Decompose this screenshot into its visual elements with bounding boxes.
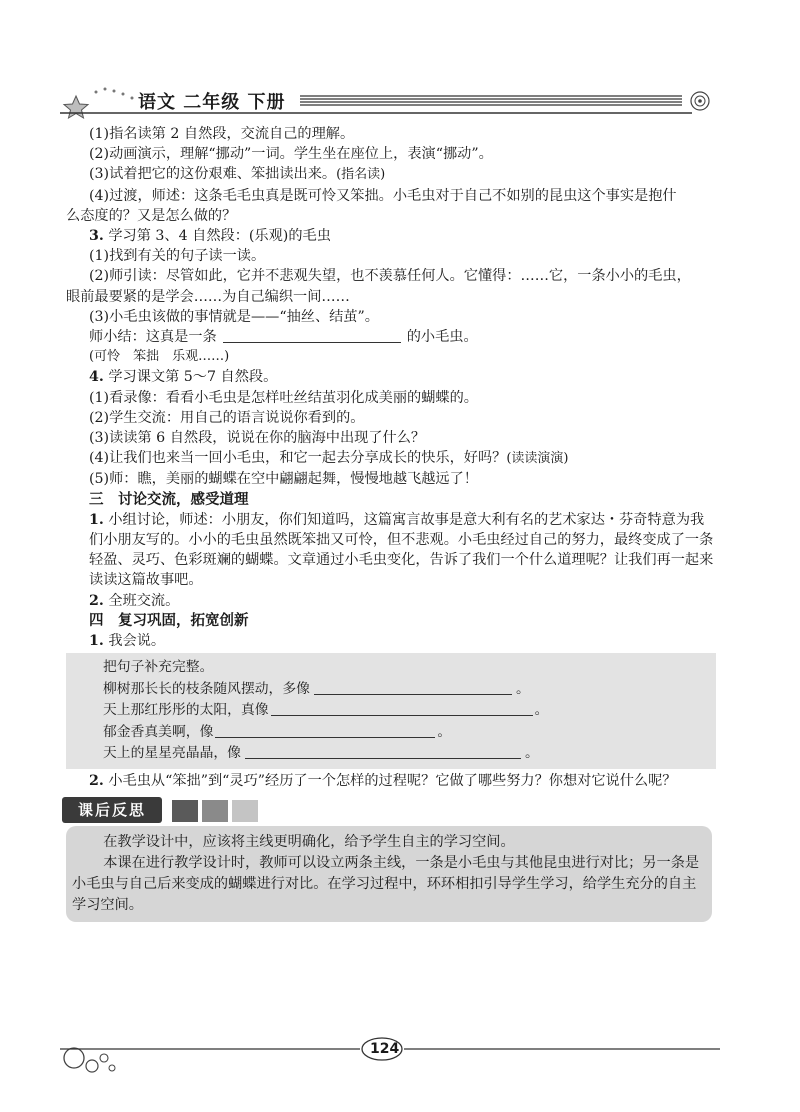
- text-line: 眼前最要紧的是学会……为自己编织一间……: [66, 288, 350, 305]
- header-title: 语文 二年级 下册: [138, 92, 286, 113]
- fill-blank[interactable]: [223, 328, 401, 343]
- text-line: [66, 591, 716, 611]
- text-line: (3)读读第 6 自然段，说说在你的脑海中出现了什么？: [89, 430, 426, 447]
- exercise-text: 天上那红彤彤的太阳，真像: [103, 702, 269, 719]
- period: 。: [534, 702, 549, 719]
- text-span: (4)让我们也来当一回小毛虫，和它一起去分享成长的快乐，好吗？: [89, 450, 507, 467]
- dot-icon: [113, 90, 116, 93]
- bubble-icon: [109, 1065, 115, 1071]
- fill-blank[interactable]: [271, 701, 533, 716]
- exercise-line: [103, 700, 706, 722]
- item-text: 我会说。: [108, 633, 166, 650]
- exercise-line: [103, 679, 706, 701]
- item-number: 1.: [89, 511, 104, 528]
- text-line: (4)过渡，师述：这条毛毛虫真是既可怜又笨拙。小毛虫对于自己不如别的昆虫这个事实是抱什: [89, 187, 677, 204]
- text-line: (2)师引读：尽管如此，它并不悲观失望，也不羡慕任何人。它懂得：……它，一条小小的毛虫，: [89, 268, 691, 285]
- text-line: [66, 771, 716, 791]
- period: 。: [524, 745, 539, 762]
- reflection-label: 课后反思: [62, 797, 162, 823]
- item-number: 3.: [89, 228, 104, 245]
- page-footer: [60, 1036, 720, 1076]
- text-line: 么态度的？又是怎么做的？: [66, 207, 237, 224]
- text-line: (3)小毛虫该做的事情就是——“抽丝、结茧”。: [89, 308, 379, 325]
- paragraph-text: 小组讨论，师述：小朋友，你们知道吗，这篇寓言故事是意大利有名的艺术家达・芬奇特意为我们小朋友写的。小小的毛虫虽然既笨拙又可怜，但不悲观。小毛虫经过自己的努力，最终变成了一条轻盈、灵巧、色彩斑斓的蝴蝶。文章通过小毛虫变化，告诉了我们一个什么道理呢？让我们再一起来读读这篇故事吧。: [89, 511, 714, 589]
- reflection-paragraph: 本课在进行教学设计时，教师可以设立两条主线，一条是小毛虫与其他昆虫进行对比；另一条是小毛虫与自己后来变成的蝴蝶进行对比。在学习过程中，环环相扣引导学生学习，给学生充分的自主学习空间。: [72, 855, 700, 913]
- dot-icon: [122, 93, 125, 96]
- star-icon: [64, 96, 88, 118]
- exercise-line: [103, 722, 706, 744]
- dot-icon: [131, 97, 134, 100]
- section-title: 四 复习巩固，拓宽创新: [89, 612, 249, 629]
- text-line: (5)师：瞧，美丽的蝴蝶在空中翩翩起舞，慢慢地越飞越远了！: [89, 471, 478, 488]
- text-span: 的小毛虫。: [406, 329, 478, 346]
- exercise-text: 柳树那长长的枝条随风摆动，多像: [103, 680, 310, 697]
- dot-icon: [95, 91, 98, 94]
- item-number: 1.: [89, 633, 104, 650]
- square-icon: [202, 800, 228, 822]
- bubble-icon: [64, 1048, 84, 1068]
- dot-icon: [104, 88, 107, 91]
- text-span: (3)试着把它的这份艰难、笨拙读出来。: [89, 166, 337, 183]
- exercise-text: 天上的星星亮晶晶，像: [103, 745, 241, 762]
- item-text: 全班交流。: [108, 592, 180, 609]
- text-line: [66, 164, 716, 185]
- hint-line: (可怜 笨拙 乐观……): [89, 349, 230, 365]
- main-content: [66, 124, 716, 791]
- item-number: 4.: [89, 369, 104, 386]
- exercise-box: [66, 653, 716, 769]
- paragraph: [66, 510, 716, 591]
- square-icon: [232, 800, 258, 822]
- period: 。: [437, 723, 452, 740]
- bubble-icon: [86, 1060, 98, 1072]
- page-header: [60, 82, 720, 122]
- page-number: 124: [370, 1041, 400, 1057]
- text-line: [66, 631, 716, 651]
- text-line: (2)动画演示，理解“挪动”一词。学生坐在座位上，表演“挪动”。: [89, 146, 493, 163]
- section-heading: [66, 367, 716, 387]
- item-text: 小毛虫从“笨拙”到“灵巧”经历了一个怎样的过程呢？它做了哪些努力？你想对它说什么呢？: [108, 772, 677, 789]
- text-line: (1)找到有关的句子读一读。: [89, 248, 266, 265]
- reflection-header: [62, 797, 722, 823]
- note-span: (指名读): [336, 167, 386, 183]
- fill-blank[interactable]: [245, 744, 521, 759]
- fill-blank[interactable]: [314, 680, 512, 695]
- reflection-box: [66, 826, 712, 922]
- text-span: 师小结：这真是一条: [89, 329, 217, 346]
- text-line: (2)学生交流：用自己的语言说说你看到的。: [89, 409, 365, 426]
- exercise-instruction: 把句子补充完整。: [103, 659, 214, 676]
- item-text: 学习第 3、4 自然段：(乐观)的毛虫: [108, 228, 331, 245]
- section-heading: [66, 226, 716, 246]
- note-span: (读读演演): [506, 451, 569, 467]
- text-line: (1)看录像：看看小毛虫是怎样吐丝结茧羽化成美丽的蝴蝶的。: [89, 389, 478, 406]
- bubble-icon: [100, 1054, 108, 1062]
- square-icon: [172, 800, 198, 822]
- text-line: [66, 448, 716, 469]
- period: 。: [515, 680, 530, 697]
- reflection-paragraph: 在教学设计中，应该将主线更明确化，给予学生自主的学习空间。: [103, 834, 515, 850]
- fill-blank[interactable]: [215, 723, 435, 738]
- section-title: 三 讨论交流，感受道理: [89, 491, 249, 508]
- text-line: (1)指名读第 2 自然段，交流自己的理解。: [89, 126, 355, 142]
- item-number: 2.: [89, 592, 104, 609]
- exercise-line: [103, 743, 706, 765]
- item-text: 学习课文第 5～7 自然段。: [108, 369, 278, 386]
- summary-line: [66, 327, 716, 347]
- item-number: 2.: [89, 772, 104, 789]
- exercise-text: 郁金香真美啊，像: [103, 723, 214, 740]
